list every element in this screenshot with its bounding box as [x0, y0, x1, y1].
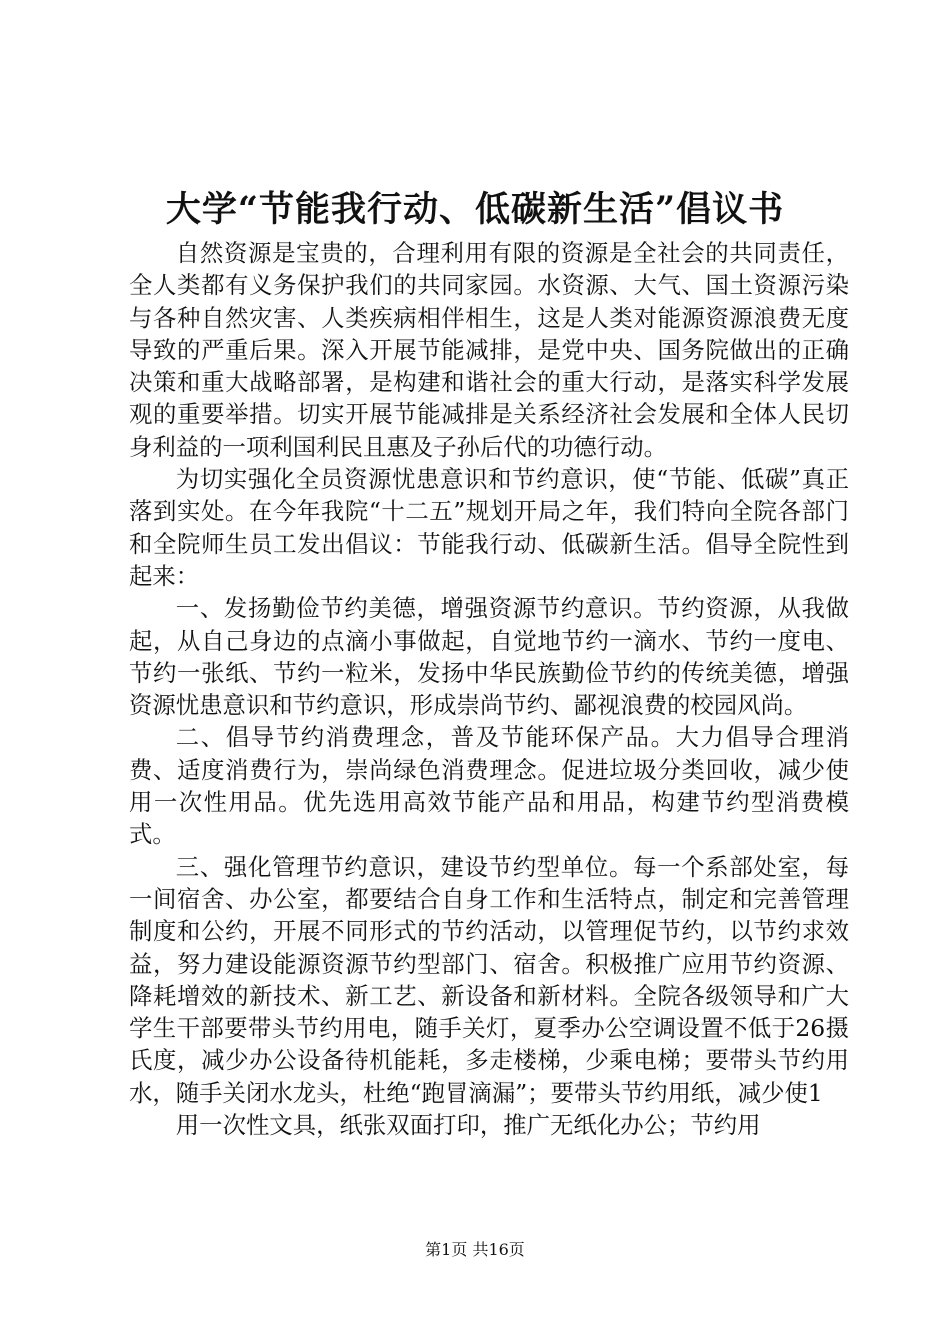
paragraph-5: 三、强化管理节约意识，建设节约型单位。每一个系部处室，每一间宿舍、办公室，都要结合自身工作和生活特点，制定和完善管理制度和公约，开展不同形式的节约活动，以管理促节约，以节约求效益，努力建设能源资源节约型部门、宿舍。积极推广应用节约资源、降耗增效的新技术、新工艺、新设备和新材料。全院各级领导和广大学生干部要带头节约用电，随手关灯，夏季办公空调设置不低于26摄氏度，减少办公设备待机能耗，多走楼梯，少乘电梯；要带头节约用水，随手关闭水龙头，杜绝“跑冒滴漏”；要带头节约用纸，减少使1	[129, 852, 849, 1107]
document-body	[129, 237, 849, 1141]
paragraph-2: 为切实强化全员资源忧患意识和节约意识，使“节能、低碳”真正落到实处。在今年我院“十二五”规划开局之年，我们特向全院各部门和全院师生员工发出倡议：节能我行动、低碳新生活。倡导全院性到起来：	[129, 465, 849, 590]
page-number-footer: 第1页 共16页	[425, 1240, 525, 1259]
paragraph-6: 用一次性文具，纸张双面打印，推广无纸化办公；节约用	[175, 1111, 761, 1140]
paragraph-4: 二、倡导节约消费理念，普及节能环保产品。大力倡导合理消费、适度消费行为，崇尚绿色消费理念。促进垃圾分类回收，减少使用一次性用品。优先选用高效节能产品和用品，构建节约型消费模式。	[129, 723, 849, 849]
paragraph-1: 自然资源是宝贵的，合理利用有限的资源是全社会的共同责任，全人类都有义务保护我们的共同家园。水资源、大气、国土资源污染与各种自然灾害、人类疾病相伴相生，这是人类对能源资源浪费无度导致的严重后果。深入开展节能减排，是党中央、国务院做出的正确决策和重大战略部署，是构建和谐社会的重大行动，是落实科学发展观的重要举措。切实开展节能减排是关系经济社会发展和全体人民切身利益的一项利国利民且惠及子孙后代的功德行动。	[129, 239, 849, 461]
paragraph-3: 一、发扬勤俭节约美德，增强资源节约意识。节约资源，从我做起，从自己身边的点滴小事做起，自觉地节约一滴水、节约一度电、节约一张纸、节约一粒米，发扬中华民族勤俭节约的传统美德，增强资源忧患意识和节约意识，形成崇尚节约、鄙视浪费的校园风尚。	[129, 594, 849, 720]
document-title: 大学“节能我行动、低碳新生活”倡议书	[165, 189, 785, 230]
